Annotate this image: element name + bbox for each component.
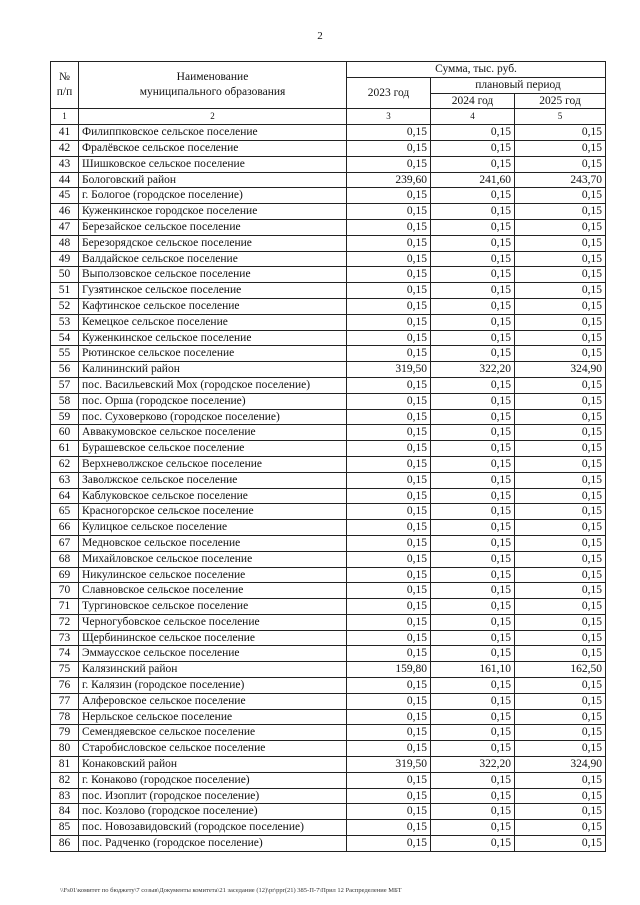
- row-number: 80: [51, 741, 79, 757]
- municipality-name: Нерльское сельское поселение: [79, 709, 347, 725]
- row-number: 74: [51, 646, 79, 662]
- distribution-table: [50, 61, 606, 852]
- municipality-name: Бологовский район: [79, 172, 347, 188]
- row-number: 54: [51, 330, 79, 346]
- amount-2024: 0,15: [431, 630, 515, 646]
- amount-2023: 0,15: [347, 377, 431, 393]
- amount-2023: 0,15: [347, 488, 431, 504]
- row-number: 79: [51, 725, 79, 741]
- row-number: 55: [51, 346, 79, 362]
- table-row: [51, 804, 606, 820]
- footer-path: \\Fs01\комитет по бюджету\7 созыв\Документы комитета\21 заседание (12)\pr\ppr(21) 385-П-7\Прил 12 Распределение МБТ: [60, 887, 402, 894]
- amount-2025: 0,15: [515, 472, 606, 488]
- table-row: [51, 820, 606, 836]
- municipality-name: Фралёвское сельское поселение: [79, 140, 347, 156]
- amount-2024: 0,15: [431, 204, 515, 220]
- amount-2025: 0,15: [515, 678, 606, 694]
- amount-2025: 0,15: [515, 551, 606, 567]
- amount-2025: 0,15: [515, 804, 606, 820]
- municipality-name: Кафтинское сельское поселение: [79, 298, 347, 314]
- amount-2024: 0,15: [431, 583, 515, 599]
- municipality-name: Тургиновское сельское поселение: [79, 599, 347, 615]
- municipality-name: Заволжское сельское поселение: [79, 472, 347, 488]
- amount-2025: 0,15: [515, 520, 606, 536]
- amount-2024: 241,60: [431, 172, 515, 188]
- municipality-name: Каблуковское сельское поселение: [79, 488, 347, 504]
- amount-2023: 0,15: [347, 125, 431, 141]
- municipality-name: Рютинское сельское поселение: [79, 346, 347, 362]
- municipality-name: пос. Изоплит (городское поселение): [79, 788, 347, 804]
- amount-2023: 0,15: [347, 441, 431, 457]
- row-number: 43: [51, 156, 79, 172]
- amount-2025: 0,15: [515, 456, 606, 472]
- amount-2025: 0,15: [515, 741, 606, 757]
- amount-2023: 0,15: [347, 788, 431, 804]
- row-number: 76: [51, 678, 79, 694]
- amount-2024: 0,15: [431, 377, 515, 393]
- amount-2024: 0,15: [431, 520, 515, 536]
- row-number: 56: [51, 362, 79, 378]
- table-row: [51, 646, 606, 662]
- row-number: 83: [51, 788, 79, 804]
- municipality-name: Куженкинское городское поселение: [79, 204, 347, 220]
- table-row: [51, 140, 606, 156]
- column-number: 4: [431, 109, 515, 125]
- amount-2025: 0,15: [515, 836, 606, 852]
- amount-2024: 0,15: [431, 709, 515, 725]
- municipality-name: Медновское сельское поселение: [79, 535, 347, 551]
- municipality-name: пос. Радченко (городское поселение): [79, 836, 347, 852]
- amount-2025: 0,15: [515, 567, 606, 583]
- amount-2024: 0,15: [431, 267, 515, 283]
- header-year-2023: 2023 год: [347, 77, 431, 109]
- header-num: № п/п: [51, 62, 79, 109]
- amount-2023: 239,60: [347, 172, 431, 188]
- amount-2025: 0,15: [515, 219, 606, 235]
- municipality-name: Алферовское сельское поселение: [79, 693, 347, 709]
- table-row: [51, 678, 606, 694]
- amount-2025: 0,15: [515, 140, 606, 156]
- table-row: [51, 377, 606, 393]
- table-row: [51, 235, 606, 251]
- municipality-name: пос. Васильевский Мох (городское поселение): [79, 377, 347, 393]
- amount-2025: 0,15: [515, 425, 606, 441]
- amount-2023: 319,50: [347, 757, 431, 773]
- row-number: 65: [51, 504, 79, 520]
- table-row: [51, 709, 606, 725]
- table-row: [51, 567, 606, 583]
- amount-2025: 0,15: [515, 235, 606, 251]
- amount-2023: 0,15: [347, 583, 431, 599]
- amount-2023: 0,15: [347, 836, 431, 852]
- row-number: 77: [51, 693, 79, 709]
- row-number: 63: [51, 472, 79, 488]
- amount-2025: 0,15: [515, 709, 606, 725]
- table-row: [51, 330, 606, 346]
- amount-2024: 0,15: [431, 219, 515, 235]
- amount-2024: 0,15: [431, 251, 515, 267]
- amount-2024: 0,15: [431, 488, 515, 504]
- table-row: [51, 504, 606, 520]
- amount-2023: 0,15: [347, 346, 431, 362]
- amount-2024: 0,15: [431, 125, 515, 141]
- municipality-name: Эммаусское сельское поселение: [79, 646, 347, 662]
- row-number: 68: [51, 551, 79, 567]
- amount-2024: 0,15: [431, 441, 515, 457]
- table-row: [51, 441, 606, 457]
- table-body: [51, 125, 606, 852]
- row-number: 71: [51, 599, 79, 615]
- municipality-name: Верхневолжское сельское поселение: [79, 456, 347, 472]
- amount-2025: 0,15: [515, 441, 606, 457]
- amount-2025: 0,15: [515, 693, 606, 709]
- municipality-name: Шишковское сельское поселение: [79, 156, 347, 172]
- amount-2023: 0,15: [347, 140, 431, 156]
- amount-2023: 0,15: [347, 820, 431, 836]
- amount-2024: 0,15: [431, 678, 515, 694]
- amount-2024: 0,15: [431, 314, 515, 330]
- column-number: 1: [51, 109, 79, 125]
- amount-2025: 162,50: [515, 662, 606, 678]
- amount-2023: 0,15: [347, 204, 431, 220]
- amount-2025: 0,15: [515, 772, 606, 788]
- row-number: 53: [51, 314, 79, 330]
- amount-2024: 0,15: [431, 788, 515, 804]
- municipality-name: Калининский район: [79, 362, 347, 378]
- municipality-name: Конаковский район: [79, 757, 347, 773]
- row-number: 41: [51, 125, 79, 141]
- amount-2023: 0,15: [347, 235, 431, 251]
- table-row: [51, 283, 606, 299]
- row-number: 58: [51, 393, 79, 409]
- table-row: [51, 346, 606, 362]
- table-row: [51, 599, 606, 615]
- table-row: [51, 314, 606, 330]
- table-row: [51, 488, 606, 504]
- amount-2023: 0,15: [347, 314, 431, 330]
- amount-2023: 0,15: [347, 693, 431, 709]
- amount-2025: 0,15: [515, 346, 606, 362]
- table-row: [51, 251, 606, 267]
- table-row: [51, 204, 606, 220]
- amount-2025: 0,15: [515, 204, 606, 220]
- table-row: [51, 362, 606, 378]
- amount-2024: 322,20: [431, 757, 515, 773]
- municipality-name: Березайское сельское поселение: [79, 219, 347, 235]
- municipality-name: Бурашевское сельское поселение: [79, 441, 347, 457]
- row-number: 60: [51, 425, 79, 441]
- amount-2024: 0,15: [431, 393, 515, 409]
- table-row: [51, 757, 606, 773]
- municipality-name: Березорядское сельское поселение: [79, 235, 347, 251]
- municipality-name: пос. Орша (городское поселение): [79, 393, 347, 409]
- amount-2025: 0,15: [515, 377, 606, 393]
- amount-2025: 0,15: [515, 535, 606, 551]
- municipality-name: г. Конаково (городское поселение): [79, 772, 347, 788]
- amount-2023: 0,15: [347, 678, 431, 694]
- amount-2023: 0,15: [347, 298, 431, 314]
- amount-2025: 0,15: [515, 409, 606, 425]
- table-row: [51, 188, 606, 204]
- row-number: 67: [51, 535, 79, 551]
- municipality-name: Аввакумовское сельское поселение: [79, 425, 347, 441]
- row-number: 51: [51, 283, 79, 299]
- row-number: 86: [51, 836, 79, 852]
- amount-2024: 0,15: [431, 820, 515, 836]
- amount-2023: 0,15: [347, 219, 431, 235]
- table-row: [51, 741, 606, 757]
- amount-2024: 0,15: [431, 409, 515, 425]
- table-row: [51, 425, 606, 441]
- amount-2025: 0,15: [515, 188, 606, 204]
- amount-2023: 0,15: [347, 614, 431, 630]
- amount-2024: 0,15: [431, 425, 515, 441]
- row-number: 84: [51, 804, 79, 820]
- amount-2023: 0,15: [347, 599, 431, 615]
- header-year-2024: 2024 год: [431, 93, 515, 109]
- table-row: [51, 520, 606, 536]
- row-number: 70: [51, 583, 79, 599]
- table-row: [51, 219, 606, 235]
- municipality-name: г. Калязин (городское поселение): [79, 678, 347, 694]
- table-row: [51, 583, 606, 599]
- row-number: 42: [51, 140, 79, 156]
- amount-2024: 0,15: [431, 535, 515, 551]
- amount-2023: 0,15: [347, 725, 431, 741]
- amount-2025: 0,15: [515, 725, 606, 741]
- row-number: 52: [51, 298, 79, 314]
- column-number: 5: [515, 109, 606, 125]
- amount-2024: 0,15: [431, 804, 515, 820]
- amount-2025: 0,15: [515, 820, 606, 836]
- amount-2024: 0,15: [431, 836, 515, 852]
- row-number: 66: [51, 520, 79, 536]
- column-number: 3: [347, 109, 431, 125]
- amount-2023: 0,15: [347, 646, 431, 662]
- row-number: 50: [51, 267, 79, 283]
- table-row: [51, 472, 606, 488]
- amount-2023: 0,15: [347, 630, 431, 646]
- amount-2025: 0,15: [515, 583, 606, 599]
- municipality-name: Калязинский район: [79, 662, 347, 678]
- amount-2023: 0,15: [347, 804, 431, 820]
- amount-2023: 0,15: [347, 551, 431, 567]
- amount-2023: 0,15: [347, 188, 431, 204]
- amount-2025: 0,15: [515, 267, 606, 283]
- municipality-name: Никулинское сельское поселение: [79, 567, 347, 583]
- amount-2024: 0,15: [431, 456, 515, 472]
- amount-2023: 0,15: [347, 709, 431, 725]
- table-row: [51, 125, 606, 141]
- amount-2024: 322,20: [431, 362, 515, 378]
- amount-2023: 0,15: [347, 156, 431, 172]
- row-number: 46: [51, 204, 79, 220]
- amount-2023: 0,15: [347, 251, 431, 267]
- table-row: [51, 693, 606, 709]
- table-row: [51, 409, 606, 425]
- amount-2025: 0,15: [515, 614, 606, 630]
- row-number: 45: [51, 188, 79, 204]
- amount-2025: 0,15: [515, 330, 606, 346]
- amount-2023: 0,15: [347, 425, 431, 441]
- row-number: 49: [51, 251, 79, 267]
- table-row: [51, 662, 606, 678]
- table-row: [51, 172, 606, 188]
- amount-2025: 0,15: [515, 298, 606, 314]
- amount-2024: 0,15: [431, 156, 515, 172]
- table-row: [51, 393, 606, 409]
- amount-2025: 0,15: [515, 125, 606, 141]
- amount-2025: 324,90: [515, 362, 606, 378]
- amount-2025: 0,15: [515, 251, 606, 267]
- row-number: 61: [51, 441, 79, 457]
- table-row: [51, 156, 606, 172]
- table-row: [51, 725, 606, 741]
- amount-2024: 0,15: [431, 504, 515, 520]
- municipality-name: Красногорское сельское поселение: [79, 504, 347, 520]
- row-number: 59: [51, 409, 79, 425]
- table-row: [51, 535, 606, 551]
- municipality-name: Черногубовское сельское поселение: [79, 614, 347, 630]
- amount-2023: 0,15: [347, 741, 431, 757]
- amount-2025: 243,70: [515, 172, 606, 188]
- amount-2025: 0,15: [515, 393, 606, 409]
- municipality-name: Щербининское сельское поселение: [79, 630, 347, 646]
- amount-2023: 159,80: [347, 662, 431, 678]
- row-number: 85: [51, 820, 79, 836]
- amount-2024: 0,15: [431, 614, 515, 630]
- amount-2024: 0,15: [431, 330, 515, 346]
- municipality-name: Кулицкое сельское поселение: [79, 520, 347, 536]
- amount-2023: 0,15: [347, 267, 431, 283]
- row-number: 62: [51, 456, 79, 472]
- row-number: 44: [51, 172, 79, 188]
- amount-2024: 0,15: [431, 725, 515, 741]
- municipality-name: Куженкинское сельское поселение: [79, 330, 347, 346]
- amount-2024: 0,15: [431, 551, 515, 567]
- municipality-name: пос. Новозавидовский (городское поселение): [79, 820, 347, 836]
- amount-2023: 0,15: [347, 409, 431, 425]
- municipality-name: Выползовское сельское поселение: [79, 267, 347, 283]
- amount-2025: 0,15: [515, 283, 606, 299]
- table-row: [51, 836, 606, 852]
- amount-2025: 324,90: [515, 757, 606, 773]
- header-name: Наименование муниципального образования: [79, 62, 347, 109]
- row-number: 48: [51, 235, 79, 251]
- amount-2024: 0,15: [431, 693, 515, 709]
- amount-2024: 0,15: [431, 646, 515, 662]
- municipality-name: Гузятинское сельское поселение: [79, 283, 347, 299]
- amount-2024: 0,15: [431, 741, 515, 757]
- row-number: 73: [51, 630, 79, 646]
- amount-2024: 0,15: [431, 140, 515, 156]
- municipality-name: пос. Козлово (городское поселение): [79, 804, 347, 820]
- amount-2023: 0,15: [347, 456, 431, 472]
- table-row: [51, 788, 606, 804]
- amount-2024: 161,10: [431, 662, 515, 678]
- table-row: [51, 614, 606, 630]
- row-number: 47: [51, 219, 79, 235]
- amount-2024: 0,15: [431, 235, 515, 251]
- municipality-name: пос. Суховерково (городское поселение): [79, 409, 347, 425]
- amount-2024: 0,15: [431, 298, 515, 314]
- amount-2025: 0,15: [515, 314, 606, 330]
- municipality-name: г. Бологое (городское поселение): [79, 188, 347, 204]
- table-row: [51, 551, 606, 567]
- amount-2025: 0,15: [515, 488, 606, 504]
- table-row: [51, 456, 606, 472]
- amount-2024: 0,15: [431, 283, 515, 299]
- amount-2023: 0,15: [347, 772, 431, 788]
- municipality-name: Михайловское сельское поселение: [79, 551, 347, 567]
- row-number: 72: [51, 614, 79, 630]
- municipality-name: Валдайское сельское поселение: [79, 251, 347, 267]
- amount-2025: 0,15: [515, 788, 606, 804]
- header-sum: Сумма, тыс. руб.: [347, 62, 606, 78]
- table-row: [51, 298, 606, 314]
- amount-2023: 0,15: [347, 520, 431, 536]
- amount-2023: 0,15: [347, 567, 431, 583]
- row-number: 78: [51, 709, 79, 725]
- municipality-name: Славновское сельское поселение: [79, 583, 347, 599]
- amount-2025: 0,15: [515, 156, 606, 172]
- amount-2025: 0,15: [515, 630, 606, 646]
- row-number: 81: [51, 757, 79, 773]
- amount-2023: 319,50: [347, 362, 431, 378]
- amount-2024: 0,15: [431, 567, 515, 583]
- table-row: [51, 630, 606, 646]
- column-number-row: [51, 109, 606, 125]
- table-row: [51, 772, 606, 788]
- amount-2024: 0,15: [431, 599, 515, 615]
- municipality-name: Старобисловское сельское поселение: [79, 741, 347, 757]
- header-planned-period: плановый период: [431, 77, 606, 93]
- row-number: 82: [51, 772, 79, 788]
- amount-2023: 0,15: [347, 283, 431, 299]
- amount-2024: 0,15: [431, 472, 515, 488]
- row-number: 64: [51, 488, 79, 504]
- row-number: 75: [51, 662, 79, 678]
- amount-2023: 0,15: [347, 393, 431, 409]
- amount-2025: 0,15: [515, 646, 606, 662]
- amount-2024: 0,15: [431, 772, 515, 788]
- municipality-name: Филиппковское сельское поселение: [79, 125, 347, 141]
- amount-2023: 0,15: [347, 504, 431, 520]
- amount-2024: 0,15: [431, 346, 515, 362]
- amount-2024: 0,15: [431, 188, 515, 204]
- header-year-2025: 2025 год: [515, 93, 606, 109]
- column-number: 2: [79, 109, 347, 125]
- amount-2025: 0,15: [515, 504, 606, 520]
- amount-2025: 0,15: [515, 599, 606, 615]
- amount-2023: 0,15: [347, 472, 431, 488]
- municipality-name: Кемецкое сельское поселение: [79, 314, 347, 330]
- table-row: [51, 267, 606, 283]
- page-number: 2: [317, 30, 323, 42]
- row-number: 69: [51, 567, 79, 583]
- amount-2023: 0,15: [347, 330, 431, 346]
- amount-2023: 0,15: [347, 535, 431, 551]
- row-number: 57: [51, 377, 79, 393]
- municipality-name: Семендяевское сельское поселение: [79, 725, 347, 741]
